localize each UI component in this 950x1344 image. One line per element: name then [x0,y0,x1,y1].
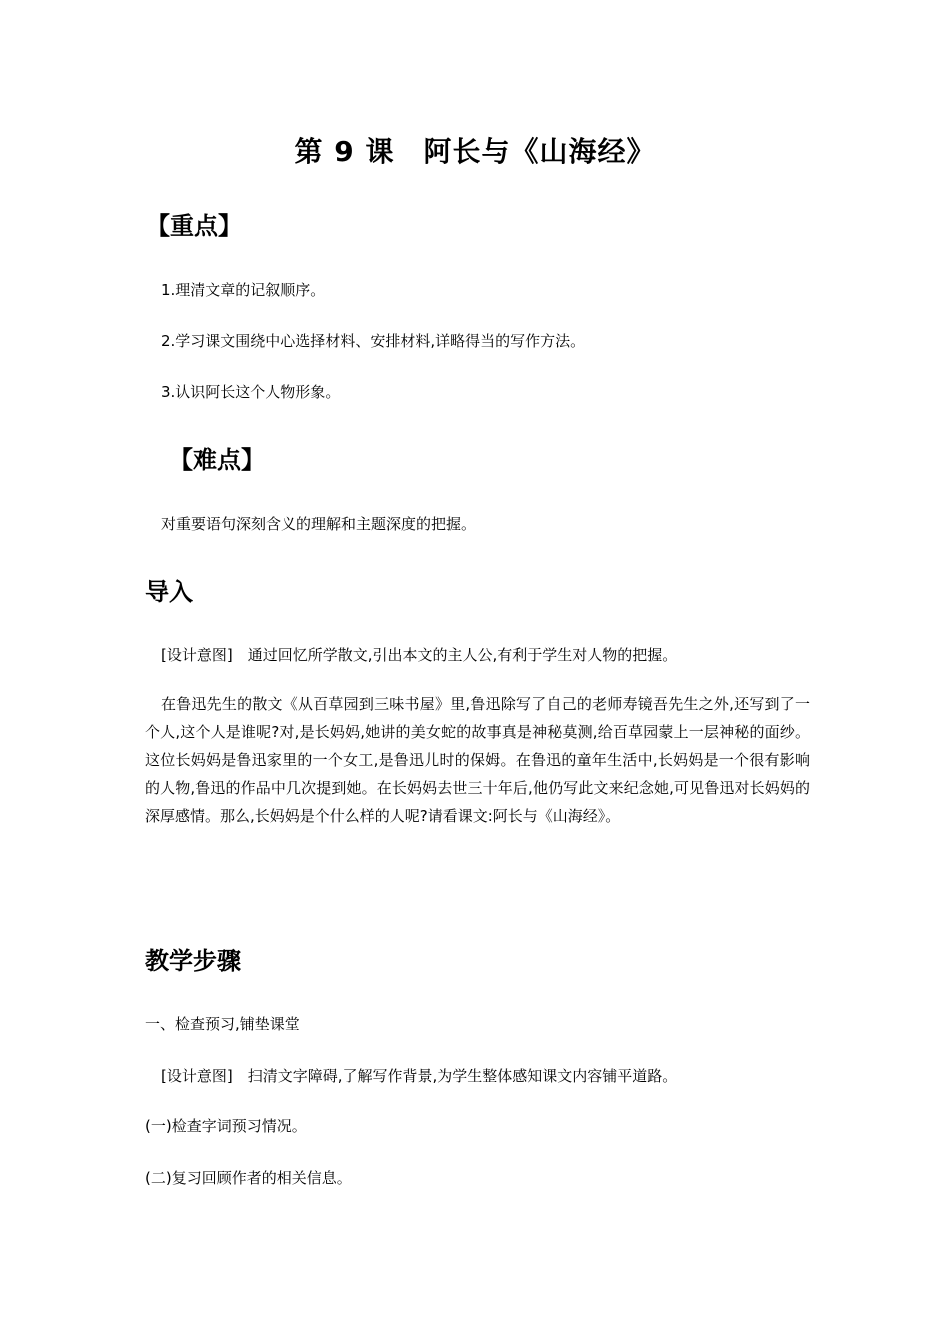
key-point-item: 3.认识阿长这个人物形象。 [161,383,341,401]
step-sub-2: (二)复习回顾作者的相关信息。 [145,1169,352,1187]
steps-heading: 教学步骤 [145,947,241,975]
page-title: 第 9 课 阿长与《山海经》 [294,135,656,168]
steps-design-intent: [设计意图] 扫清文字障碍,了解写作背景,为学生整体感知课文内容铺平道路。 [161,1067,678,1085]
key-point-item: 2.学习课文围绕中心选择材料、安排材料,详略得当的写作方法。 [161,332,586,350]
key-points-heading: 【重点】 [146,212,242,240]
difficulty-text: 对重要语句深刻含义的理解和主题深度的把握。 [161,515,477,533]
intro-paragraph: 在鲁迅先生的散文《从百草园到三味书屋》里,鲁迅除写了自己的老师寿镜吾先生之外,还写到了一个人,这个人是谁呢?对,是长妈妈,她讲的美女蛇的故事真是神秘莫测,给百草园蒙上一层神秘的面纱。这位长妈妈是鲁迅家里的一个女工,是鲁迅儿时的保姆。在鲁迅的童年生活中,长妈妈是一个很有影响的人物,鲁迅的作品中几次提到她。在长妈妈去世三十年后,他仍写此文来纪念她,可见鲁迅对长妈妈的深厚感情。那么,长妈妈是个什么样的人呢?请看课文:阿长与《山海经》。 [145,695,810,825]
intro-heading: 导入 [145,578,193,606]
intro-design-intent: [设计意图] 通过回忆所学散文,引出本文的主人公,有利于学生对人物的把握。 [161,646,678,664]
difficulty-heading: 【难点】 [169,446,265,474]
step-sub-1: (一)检查字词预习情况。 [145,1117,307,1135]
key-point-item: 1.理清文章的记叙顺序。 [161,281,326,299]
step-section-1: 一、检查预习,铺垫课堂 [145,1015,300,1033]
